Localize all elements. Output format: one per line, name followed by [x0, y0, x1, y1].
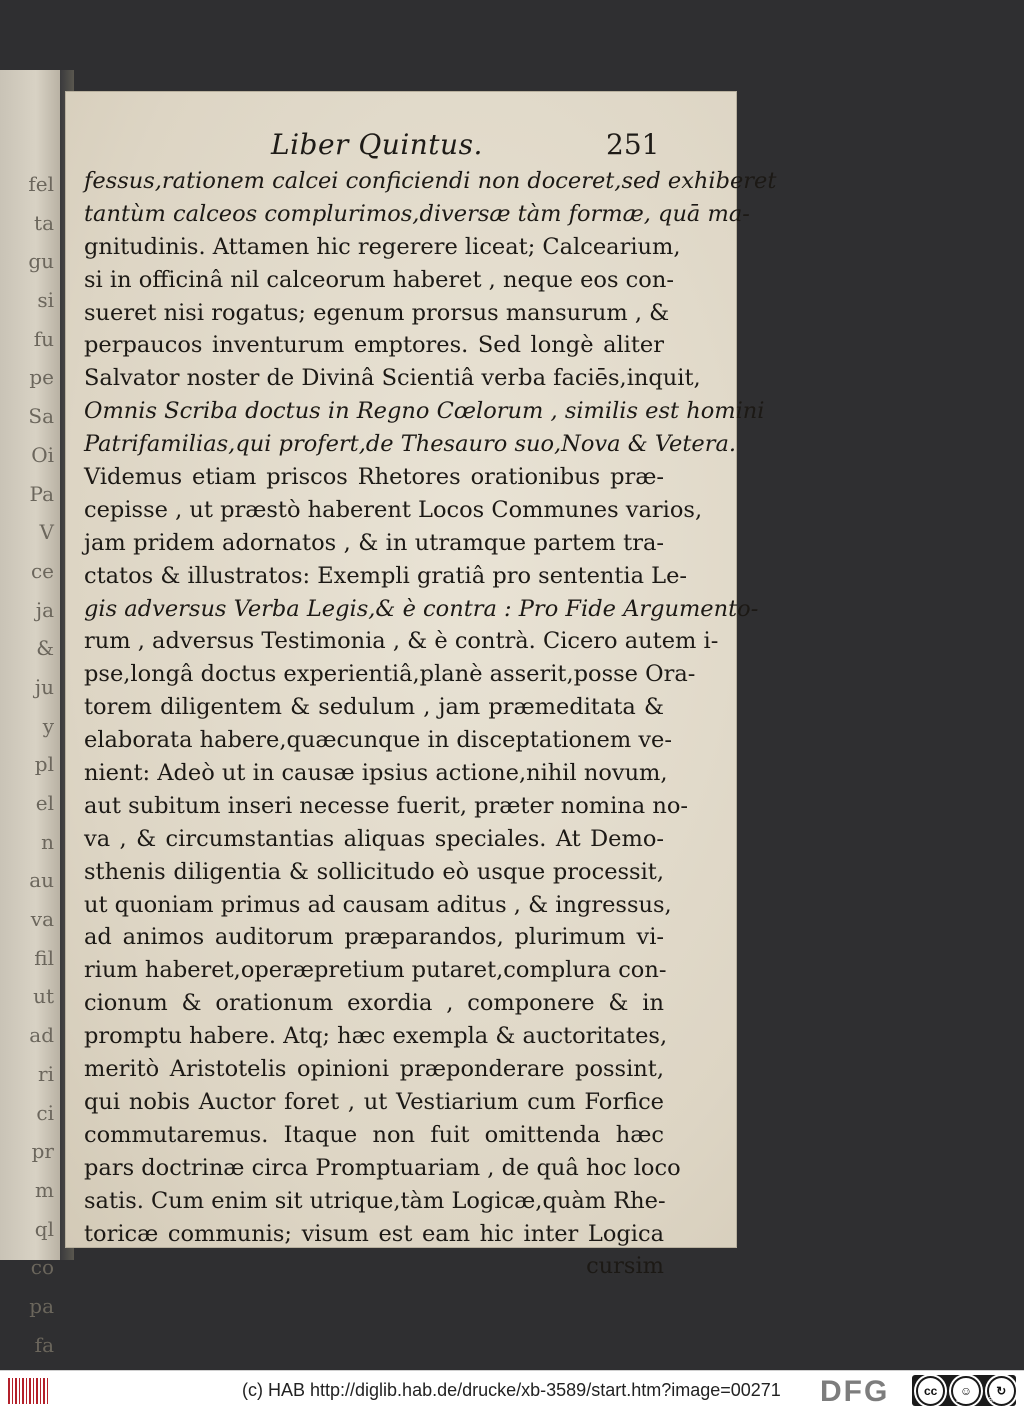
facing-page-fragment: pa [29, 1293, 54, 1318]
viewer-footer [0, 1370, 1024, 1410]
text-line: aut subitum inseri necesse fuerit, præter nomina no- [84, 792, 688, 819]
text-line: Salvator noster de Divinâ Scientiâ verba faciēs,inquit, [84, 365, 701, 392]
text-line: jam pridem adornatos , & in utramque partem tra- [84, 529, 664, 556]
facing-page-fragment: pr [31, 1139, 54, 1164]
facing-page-fragment: ta [34, 210, 54, 235]
facing-page-fragment: ql [34, 1216, 54, 1241]
page-number: 251 [606, 128, 660, 161]
facing-page-fragment: Sa [28, 404, 54, 429]
text-line: cepisse , ut præstò haberent Locos Communes varios, [84, 496, 703, 523]
book-page [66, 92, 777, 1280]
facing-page-fragment: ut [33, 984, 54, 1009]
facing-page-fragment: si [37, 288, 54, 313]
text-line: elaborata habere,quæcunque in disceptationem ve- [84, 727, 672, 754]
page-text [84, 165, 777, 1283]
facing-page-fragment: ja [35, 597, 54, 622]
facing-page-edge [0, 70, 62, 1357]
facing-page-fragment: m [35, 1177, 54, 1202]
text-line: pse,longâ doctus experientiâ,planè asserit,posse Ora- [84, 661, 696, 688]
creative-commons-badge[interactable] [912, 1375, 1016, 1406]
facing-page-fragment: V [39, 520, 54, 545]
facing-page-fragment: ri [38, 1061, 54, 1086]
by-label: BY [956, 1397, 966, 1404]
facing-page-fragment: n [41, 829, 54, 854]
facing-page-fragment: Pa [29, 481, 54, 506]
facing-page-fragment: ci [36, 1100, 54, 1125]
facing-page-fragment: gu [28, 249, 54, 274]
text-line: cionum & orationum exordia , componere & in [84, 990, 664, 1017]
facing-page-fragment: pe [29, 365, 54, 390]
dfg-logo[interactable]: DFG [820, 1375, 890, 1408]
facing-page-fragment: ju [34, 674, 54, 699]
text-line: Videmus etiam priscos Rhetores orationibus præ- [84, 464, 664, 491]
facing-page-fragment: ce [30, 558, 54, 583]
by-icon: ☺ [951, 1376, 980, 1406]
page-header [66, 128, 736, 168]
text-line: va , & circumstantias aliquas speciales. At Demo- [84, 825, 664, 852]
catchword: cursim [586, 1253, 664, 1280]
text-line: Patrifamilias,qui profert,de Thesauro suo,Nova & Vetera. [84, 431, 737, 458]
cc-icon: cc [916, 1376, 945, 1406]
text-line: promptu habere. Atq; hæc exempla & auctoritates, [84, 1023, 668, 1050]
text-line: ad animos auditorum præparandos, plurimum vi- [84, 924, 664, 951]
facing-page-fragment: ad [29, 1023, 54, 1048]
facing-page-fragment: co [30, 1255, 54, 1280]
text-line: tantùm calceos complurimos,diversæ tàm formæ, quā ma- [84, 200, 750, 227]
text-line: torem diligentem & sedulum , jam præmeditata & [84, 694, 664, 721]
facing-page-fragment: fu [33, 326, 54, 351]
text-line: sueret nisi rogatus; egenum prorsus mansurum , & [84, 299, 670, 326]
text-line: rum , adversus Testimonia , & è contrà. Cicero autem i- [84, 628, 719, 655]
facing-page-fragment: fel [28, 172, 54, 196]
hab-barcode-icon[interactable] [8, 1378, 48, 1404]
text-line: commutaremus. Itaque non fuit omittenda hæc [84, 1121, 664, 1148]
text-line: gis adversus Verba Legis,& è contra : Pro Fide Argumento- [84, 595, 759, 622]
text-line: toricæ communis; visum est eam hic inter Logica [84, 1220, 664, 1247]
text-line: sthenis diligentia & sollicitudo eò usque processit, [84, 858, 664, 885]
sa-icon: ↻ [987, 1376, 1016, 1406]
text-line: ctatos & illustratos: Exempli gratiâ pro sententia Le- [84, 562, 688, 589]
facing-page-fragment: va [30, 907, 54, 932]
facing-page-fragment: au [29, 868, 54, 893]
text-line: si in officinâ nil calceorum haberet , neque eos con- [84, 266, 674, 293]
running-head: Liber Quintus. [271, 128, 483, 161]
facing-page-fragment: fa [34, 1332, 54, 1357]
facing-page-fragment: Oi [31, 442, 54, 467]
text-line: meritò Aristotelis opinioni præponderare possint, [84, 1056, 664, 1083]
facing-page-fragment: y [42, 713, 54, 738]
copyright-credit[interactable]: (c) HAB http://diglib.hab.de/drucke/xb-3589/start.htm?image=00271 [242, 1380, 781, 1400]
sa-label: SA [988, 1397, 998, 1404]
text-line: pars doctrinæ circa Promptuariam , de quâ hoc loco [84, 1154, 681, 1181]
facing-page-fragment: fil [34, 945, 54, 970]
text-line: perpaucos inventurum emptores. Sed longè aliter [84, 332, 664, 359]
text-line: gnitudinis. Attamen hic regerere liceat; Calcearium, [84, 233, 681, 260]
facing-page-fragment: el [35, 791, 54, 815]
text-line: ut quoniam primus ad causam aditus , & ingressus, [84, 891, 672, 918]
facing-page-fragment: pl [34, 752, 54, 777]
facing-page-fragment: & [36, 636, 54, 661]
text-line: fessus,rationem calcei conficiendi non doceret,sed exhiberet [84, 168, 777, 194]
text-line: nient: Adeò ut in causæ ipsius actione,nihil novum, [84, 760, 668, 787]
text-line: rium haberet,operæpretium putaret,complura con- [84, 957, 667, 984]
text-line: qui nobis Auctor foret , ut Vestiarium cum Forfice [84, 1088, 664, 1115]
text-line: satis. Cum enim sit utrique,tàm Logicæ,quàm Rhe- [84, 1187, 666, 1214]
facing-page-text [2, 165, 58, 1403]
text-line: Omnis Scriba doctus in Regno Cœlorum , similis est homini [84, 398, 765, 425]
